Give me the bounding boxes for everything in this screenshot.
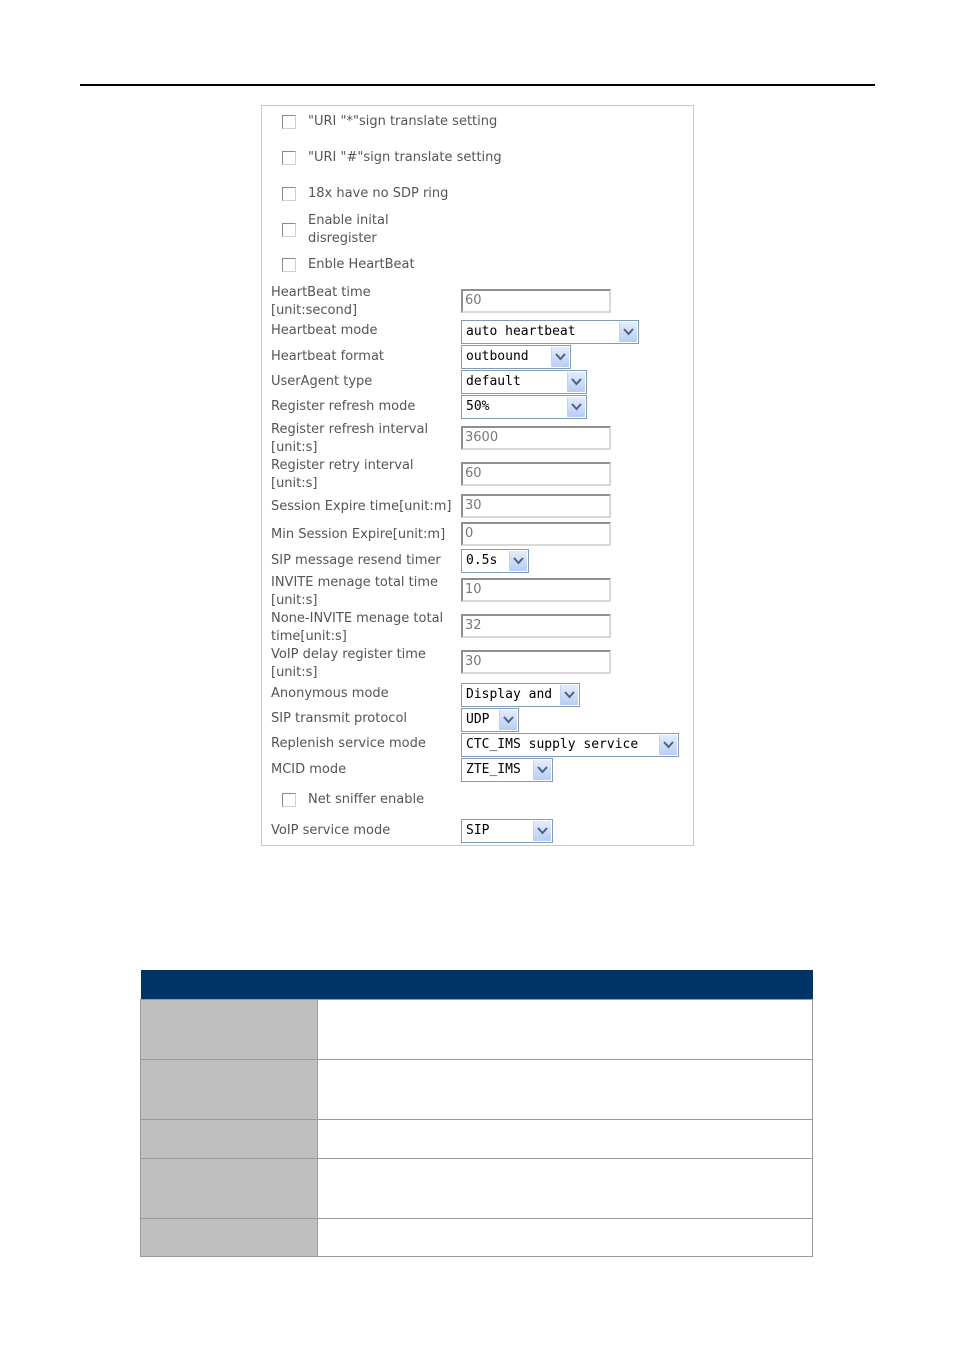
no-sdp-ring-row[interactable] bbox=[282, 185, 448, 203]
table-value-cell bbox=[318, 1120, 813, 1159]
sip-resend-timer-label: SIP message resend timer bbox=[271, 553, 441, 568]
checkbox-icon[interactable] bbox=[282, 115, 296, 129]
replenish-service-mode-label: Replenish service mode bbox=[271, 736, 426, 751]
mcid-mode-select[interactable] bbox=[461, 758, 553, 782]
invite-total-time-label: INVITE menage total time [unit:s] bbox=[271, 575, 439, 608]
chevron-down-icon[interactable] bbox=[533, 821, 551, 841]
anonymous-mode-value: Display and bbox=[466, 687, 553, 702]
initial-disregister-label: Enable inital disregister bbox=[308, 213, 389, 246]
table-header-row bbox=[141, 970, 813, 1000]
checkbox-icon[interactable] bbox=[282, 258, 296, 272]
uri-hash-translate-label: "URI "#"sign translate setting bbox=[308, 150, 502, 165]
enable-heartbeat-row[interactable] bbox=[282, 256, 415, 274]
uri-star-translate-row[interactable] bbox=[282, 113, 497, 131]
table-row bbox=[141, 1219, 813, 1257]
table-key-cell bbox=[141, 1000, 318, 1060]
voip-service-mode-select[interactable] bbox=[461, 819, 553, 843]
voip-delay-register-input[interactable]: 30 bbox=[461, 650, 611, 674]
sip-transmit-protocol-select[interactable] bbox=[461, 708, 519, 732]
heartbeat-mode-select[interactable] bbox=[461, 320, 639, 344]
useragent-type-value: default bbox=[466, 374, 521, 389]
uri-star-translate-label: "URI "*"sign translate setting bbox=[308, 114, 498, 129]
chevron-down-icon[interactable] bbox=[567, 372, 585, 392]
sip-resend-timer-select[interactable] bbox=[461, 549, 529, 573]
session-expire-time-label: Session Expire time[unit:m] bbox=[271, 499, 452, 514]
voip-service-mode-value: SIP bbox=[466, 823, 490, 838]
chevron-down-icon[interactable] bbox=[619, 322, 637, 342]
table-row bbox=[141, 1000, 813, 1060]
table-row bbox=[141, 1060, 813, 1120]
heartbeat-format-value: outbound bbox=[466, 349, 529, 364]
table-key-cell bbox=[141, 1120, 318, 1159]
enable-heartbeat-label: Enble HeartBeat bbox=[308, 257, 415, 272]
register-refresh-mode-select[interactable] bbox=[461, 395, 587, 419]
mcid-mode-value: ZTE_IMS bbox=[466, 762, 521, 777]
heartbeat-mode-label: Heartbeat mode bbox=[271, 323, 378, 338]
min-session-expire-input[interactable]: 0 bbox=[461, 522, 611, 546]
register-refresh-interval-input[interactable]: 3600 bbox=[461, 426, 611, 450]
table-key-cell bbox=[141, 1219, 318, 1257]
useragent-type-label: UserAgent type bbox=[271, 374, 373, 389]
register-retry-interval-input[interactable]: 60 bbox=[461, 462, 611, 486]
table-value-cell bbox=[318, 1060, 813, 1120]
heartbeat-format-select[interactable] bbox=[461, 345, 571, 369]
heartbeat-time-input[interactable]: 60 bbox=[461, 289, 611, 313]
table-row bbox=[141, 1159, 813, 1219]
sip-transmit-protocol-value: UDP bbox=[466, 712, 490, 727]
anonymous-mode-label: Anonymous mode bbox=[271, 686, 389, 701]
table-value-cell bbox=[318, 1000, 813, 1060]
parameter-description-table bbox=[140, 970, 813, 1257]
register-refresh-mode-label: Register refresh mode bbox=[271, 399, 416, 414]
no-sdp-ring-label: 18x have no SDP ring bbox=[308, 186, 449, 201]
voip-service-mode-label: VoIP service mode bbox=[271, 823, 391, 838]
table-row bbox=[141, 1120, 813, 1159]
table-value-cell bbox=[318, 1219, 813, 1257]
uri-hash-translate-row[interactable] bbox=[282, 149, 502, 167]
chevron-down-icon[interactable] bbox=[560, 685, 578, 705]
heartbeat-format-label: Heartbeat format bbox=[271, 349, 385, 364]
chevron-down-icon[interactable] bbox=[659, 735, 677, 755]
heartbeat-time-label: HeartBeat time [unit:second] bbox=[271, 285, 371, 318]
mcid-mode-label: MCID mode bbox=[271, 762, 347, 777]
chevron-down-icon[interactable] bbox=[551, 347, 569, 367]
table-key-cell bbox=[141, 1159, 318, 1219]
checkbox-icon[interactable] bbox=[282, 151, 296, 165]
voip-delay-register-label: VoIP delay register time [unit:s] bbox=[271, 647, 426, 680]
page-header-rule bbox=[80, 84, 875, 86]
checkbox-icon[interactable] bbox=[282, 187, 296, 201]
chevron-down-icon[interactable] bbox=[509, 551, 527, 571]
register-refresh-mode-value: 50% bbox=[466, 399, 490, 414]
chevron-down-icon[interactable] bbox=[533, 760, 551, 780]
register-retry-interval-label: Register retry interval [unit:s] bbox=[271, 458, 414, 491]
none-invite-total-time-input[interactable]: 32 bbox=[461, 614, 611, 638]
initial-disregister-row[interactable] bbox=[282, 212, 389, 248]
chevron-down-icon[interactable] bbox=[567, 397, 585, 417]
table-header-cell bbox=[318, 970, 813, 1000]
replenish-service-mode-select[interactable] bbox=[461, 733, 679, 757]
sip-transmit-protocol-label: SIP transmit protocol bbox=[271, 711, 408, 726]
table-value-cell bbox=[318, 1159, 813, 1219]
sip-advanced-settings-panel bbox=[261, 105, 694, 846]
replenish-service-mode-value: CTC_IMS supply service bbox=[466, 737, 639, 752]
invite-total-time-input[interactable]: 10 bbox=[461, 578, 611, 602]
table-header-cell bbox=[141, 970, 318, 1000]
useragent-type-select[interactable] bbox=[461, 370, 587, 394]
session-expire-time-input[interactable]: 30 bbox=[461, 494, 611, 518]
table-key-cell bbox=[141, 1060, 318, 1120]
register-refresh-interval-label: Register refresh interval [unit:s] bbox=[271, 422, 429, 455]
none-invite-total-time-label: None-INVITE menage total time[unit:s] bbox=[271, 611, 444, 644]
anonymous-mode-select[interactable] bbox=[461, 683, 580, 707]
net-sniffer-label: Net sniffer enable bbox=[308, 792, 425, 807]
chevron-down-icon[interactable] bbox=[499, 710, 517, 730]
checkbox-icon[interactable] bbox=[282, 223, 296, 237]
heartbeat-mode-value: auto heartbeat bbox=[466, 324, 576, 339]
sip-resend-timer-value: 0.5s bbox=[466, 553, 498, 568]
checkbox-icon[interactable] bbox=[282, 793, 296, 807]
net-sniffer-row[interactable] bbox=[282, 791, 424, 809]
min-session-expire-label: Min Session Expire[unit:m] bbox=[271, 527, 446, 542]
